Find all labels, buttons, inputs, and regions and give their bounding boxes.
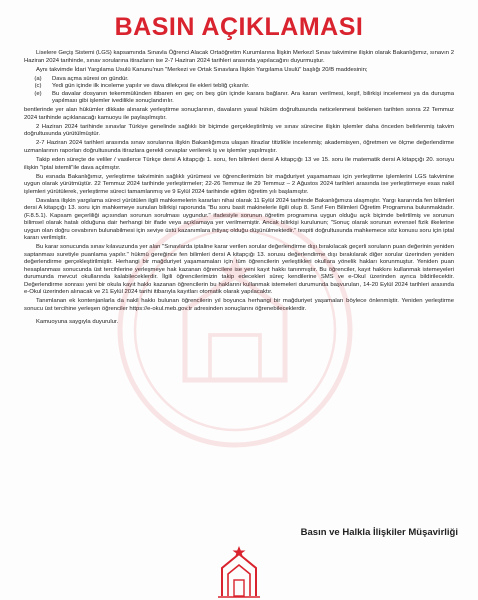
paragraph: Liselere Geçiş Sistemi (LGS) kapsamında Sınavla Öğrenci Alacak Ortaöğretim Kurumlarına İlişkin Merkezî Sınav takvimine ilişkin olarak Bakanlığımız, sınavın 2 Haziran 2024 tarihinde, sınav sorularına itirazların ise 2-7 Haziran 2024 tarihleri arasında yapılacağını duyurmuştur. — [24, 50, 454, 64]
closing-line: Kamuoyuna saygıyla duyurulur. — [36, 319, 119, 326]
signature: Basın ve Halkla İlişkiler Müşavirliği — [300, 527, 458, 538]
list-item — [24, 76, 454, 84]
list-text: Bu davalar dosyanın tekemmülünden itibaren en geç on beş gün içinde karara bağlanır. Ara kararı verilmesi, keşif, bilirkişi incelemesi ya da duruşma yapılması gibi işlemler ivedilikle sonuçlandırılır. — [52, 90, 454, 105]
meb-seal-icon — [214, 544, 264, 600]
paragraph: bentlerinde yer alan hükümler dikkate alınarak yerleştirme sonuçlarının, davaların yasal hüküm doğrultusunda neticelenmesi beklenen tarihten sonra 22 Temmuz 2024 tarihinde açıklanacağı kamuoyu ile paylaşılmıştır. — [24, 107, 454, 121]
list-item — [24, 91, 454, 106]
paragraph: Bu karar sonucunda sınav kılavuzunda yer alan "Sınavlarda iptaline karar verilen sorular değerlendirme dışı bırakılacak geçerli soruların puan değerinin yeniden saptanması suretiyle puanlama yapılır." hükmü gereğince fen bilimleri dersi A kitapçığı 13. sorusu değerlendirme dışı bırakılarak diğer sorular üzerinden yeniden değerlendirme gerçekleştirilmiştir. Herhangi bir mağduriyet yaşamamaları için tüm öğrencilerin yerleştikleri okullara yönelik hakları korunmuştur. Yeniden puan hesaplanması sonucunda üst tercihlerine yerleşmeye hak kazanan öğrencilere ise yeni kayıt hakkı tanınmıştır. Bu öğrenciler, kayıt hakkını kullanmak istemeyeleri durumunda mevcut okullarında kalabileceklerdir. İlgili öğrencilerimizin takip edecekleri süreç kendilerine SMS ve e-Okul üzerinden ayrıca bildirilecektir. Değerlendirme sonrası yeni bir okula kayıt hakkı kazanan öğrencilerin bu haklarını kullanmak istemeleri durumunda başvuruları, 14-20 Eylül 2024 tarihleri arasında e-Okul üzerinden alınacak ve 21 Eylül 2024 tarihi itibarıyla kayıtları otomatik olarak yapılacaktır. — [24, 244, 454, 296]
paragraph: Aynı takvimde İdari Yargılama Usulü Kanunu'nun "Merkezi ve Ortak Sınavlara İlişkin Yargılama Usulü" başlığı 20/B maddesinin; — [36, 66, 368, 73]
intro-paragraphs — [24, 50, 454, 74]
list-text: Yedi gün içinde ilk inceleme yapılır ve dava dilekçesi ile ekleri tebliğ çıkarılır. — [52, 83, 250, 90]
paragraph: Tanımlanan ek kontenjanlarla da nakil hakkı bulunan öğrencilerin yıl boyunca herhangi bir mağduriyet yaşamaları böylece önlenmiştir. Yeniden yerleştirme sonucu üst tercihine yerleşen öğrenciler https://e-okul.meb.gov.tr adresinden sonuçlarını öğrenebileceklerdir. — [24, 298, 454, 312]
paragraph: 2-7 Haziran 2024 tarihleri arasında sınav sorularına ilişkin Bakanlığımıza ulaşan itirazlar titizlikle incelenmiş; akademisyen, öğretmen ve ölçme değerlendirme uzmanlarının raporları doğrultusunda itirazlara gerekli cevaplar verilerek iş ve işlemler yapılmıştır. — [24, 140, 454, 154]
article-list — [24, 76, 454, 106]
page-title: BASIN AÇIKLAMASI — [114, 13, 364, 41]
list-marker: (e) — [34, 90, 42, 97]
document-body — [24, 50, 454, 327]
paragraph: Bu esnada Bakanlığımız, yerleştirme takviminin sağlıklı yürümesi ve öğrencilerimizin bir mağduriyet yaşamaması için yerleştirme işlemlerini LGS takvimine uygun olarak yürütmüştür. 22 Temmuz 2024 tarihinde yerleştirmeler; 22-26 Temmuz ile 29 Temmuz – 2 Ağustos 2024 tarihleri arasında ise yerleştirmeye esas nakil işlemleri yürütülerek, yerleştirme süreci tamamlanmış ve 9 Eylül 2024 tarihinde eğitim öğretim yılı başlamıştır. — [24, 173, 454, 195]
list-item — [24, 83, 454, 91]
paragraph: Takip eden süreçte de veliler / vasilerce Türkçe dersi A kitapçığı 1. soru, fen bilimleri dersi A kitapçığı 13 ve 15. soru ile matematik dersi A kitapçığı 20. soruyu ilişkin "iptal istemli"ile dava açılmıştır. — [24, 157, 454, 171]
paragraph: 2 Haziran 2024 tarihinde sınavlar Türkiye genelinde sağlıklı bir biçimde gerçekleştirilmiş ve sınav sürecine ilişkin işlemler daha önceden belirlenmiş takvim doğrultusunda yürütülmüştür. — [24, 123, 454, 138]
list-marker: (c) — [34, 83, 42, 90]
list-text: Dava açma süresi on gündür. — [52, 75, 129, 82]
main-paragraphs — [24, 107, 454, 313]
list-marker: (a) — [34, 75, 42, 82]
paragraph: Davalara ilişkin yargılama süreci yürütülen ilgili mahkemelerin kararları nihai olarak 11 Eylül 2024 tarihinde Bakanlığımıza ulaşmıştır. Yargı kararında fen bilimleri dersi A kitapçığı 13. soru için mahkemeye sunulan bilirkişi raporunda "Bu soru basit makinelerle ilgili olup 8. Sınıf Fen Bilimleri Öğretim Programına bulunmaktadır. (F.8.5.1). Kapsam geçerliliği açısından sorunun sorulması uygundur." ifadesiyle sorunun öğretim programına uygun olduğu açık biçimde belirtilmiş ve sorunun bilimsel olarak hatalı olduğuna dair herhangi bir ifade veya açıklamaya yer verilmemiştir. Ancak bilirkişi kurulunun; "Sonuç olarak sorunun evrensel fizik ilkelerine uygun olan doğru cevabının bulunabilmesi için seviye üstü kazanımlara ihtiyaç olduğu düşünülmektedir." tespiti doğrultusunda mahkemece söz konusu soru için iptal kararı verilmiştir. — [24, 197, 454, 242]
